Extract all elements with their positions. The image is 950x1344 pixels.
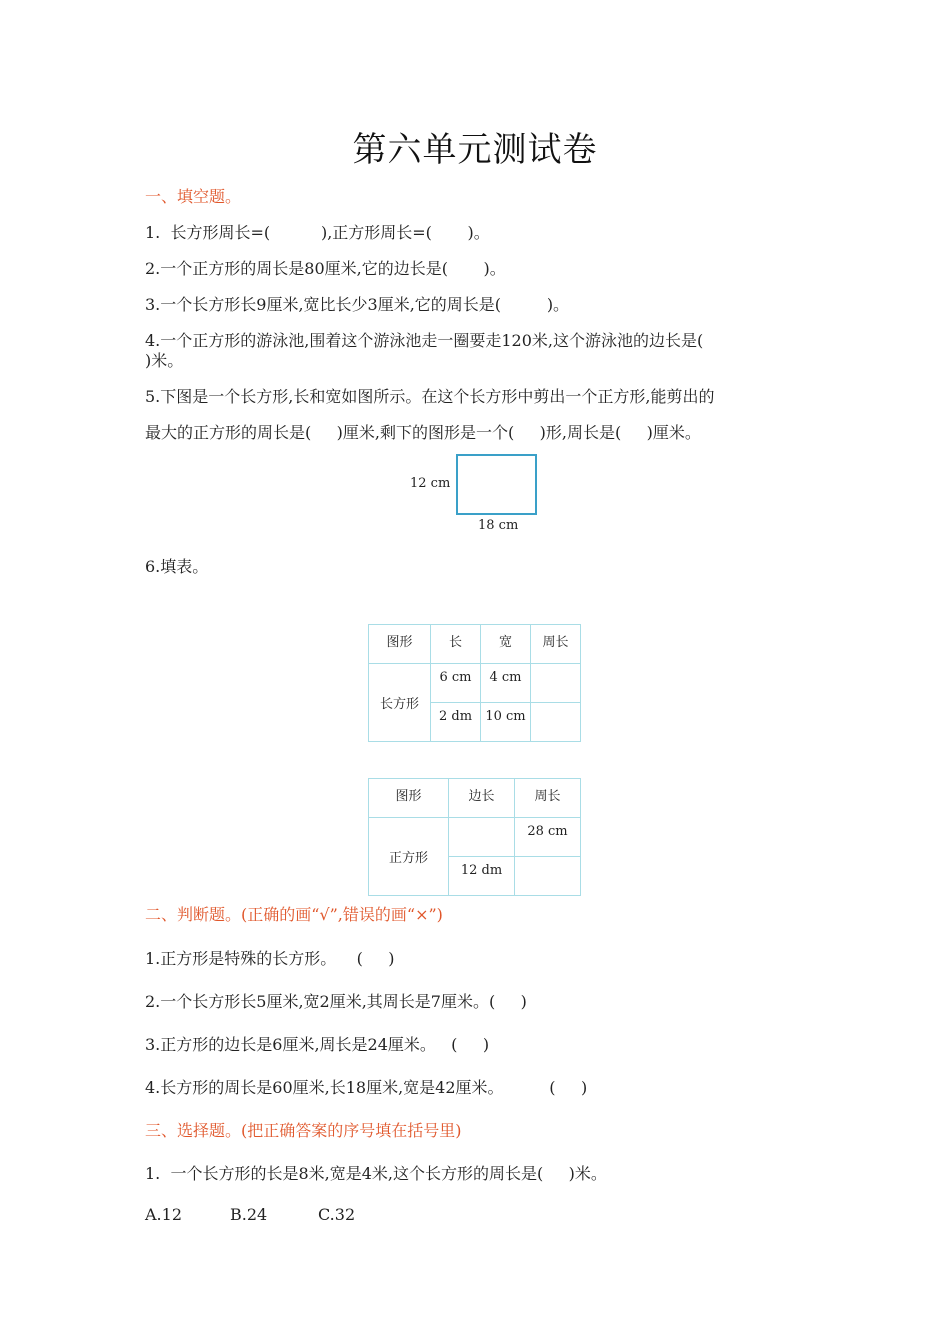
square-table	[368, 778, 581, 896]
question-3-1: 1. 一个长方形的长是8米,宽是4米,这个长方形的周长是( )米。	[145, 1164, 607, 1183]
page-title: 第六单元测试卷	[352, 130, 598, 170]
table-shape-cell: 长方形	[369, 664, 431, 742]
question-1-3: 3.一个长方形长9厘米,宽比长少3厘米,它的周长是( )。	[145, 295, 570, 314]
table-answer-cell[interactable]	[515, 857, 581, 896]
table-cell: 12 dm	[449, 857, 515, 896]
question-1-5-line2: 最大的正方形的周长是( )厘米,剩下的图形是一个( )形,周长是( )厘米。	[145, 423, 701, 442]
table-cell: 2 dm	[431, 703, 481, 742]
table-cell: 6 cm	[431, 664, 481, 703]
option-c: C.32	[318, 1205, 356, 1224]
table-cell: 10 cm	[481, 703, 531, 742]
table-answer-cell[interactable]	[531, 703, 581, 742]
option-b: B.24	[230, 1205, 268, 1224]
table-header-cell: 周长	[515, 779, 581, 818]
table-answer-cell[interactable]	[449, 818, 515, 857]
table-answer-cell[interactable]	[531, 664, 581, 703]
table-cell: 28 cm	[515, 818, 581, 857]
table-header-cell: 图形	[369, 625, 431, 664]
section-1-heading: 一、填空题。	[145, 187, 242, 206]
table-header-cell: 周长	[531, 625, 581, 664]
section-3-heading: 三、选择题。(把正确答案的序号填在括号里)	[145, 1121, 462, 1140]
question-2-4: 4.长方形的周长是60厘米,长18厘米,宽是42厘米。 ( )	[145, 1078, 588, 1097]
question-1-2: 2.一个正方形的周长是80厘米,它的边长是( )。	[145, 259, 506, 278]
question-2-2: 2.一个长方形长5厘米,宽2厘米,其周长是7厘米。( )	[145, 992, 527, 1011]
question-2-1: 1.正方形是特殊的长方形。 ( )	[145, 949, 395, 968]
table-header-cell: 图形	[369, 779, 449, 818]
rectangle-shape	[456, 454, 537, 515]
question-1-4-line1: 4.一个正方形的游泳池,围着这个游泳池走一圈要走120米,这个游泳池的边长是(	[145, 331, 704, 350]
table-header-cell: 边长	[449, 779, 515, 818]
table-header-cell: 宽	[481, 625, 531, 664]
figure-width-label: 12 cm	[410, 476, 451, 491]
question-1-5-line1: 5.下图是一个长方形,长和宽如图所示。在这个长方形中剪出一个正方形,能剪出的	[145, 387, 715, 406]
figure-length-label: 18 cm	[478, 518, 519, 533]
section-2-heading: 二、判断题。(正确的画“√”,错误的画“×”)	[145, 905, 443, 924]
table-cell: 4 cm	[481, 664, 531, 703]
rectangle-table	[368, 624, 581, 742]
option-a: A.12	[145, 1205, 182, 1224]
table-header-cell: 长	[431, 625, 481, 664]
question-1-1: 1. 长方形周长=( ),正方形周长=( )。	[145, 223, 490, 242]
question-2-3: 3.正方形的边长是6厘米,周长是24厘米。 ( )	[145, 1035, 490, 1054]
question-1-6: 6.填表。	[145, 557, 209, 576]
question-1-4-line2: )米。	[145, 351, 184, 370]
rectangle-figure	[400, 448, 560, 544]
table-shape-cell: 正方形	[369, 818, 449, 896]
